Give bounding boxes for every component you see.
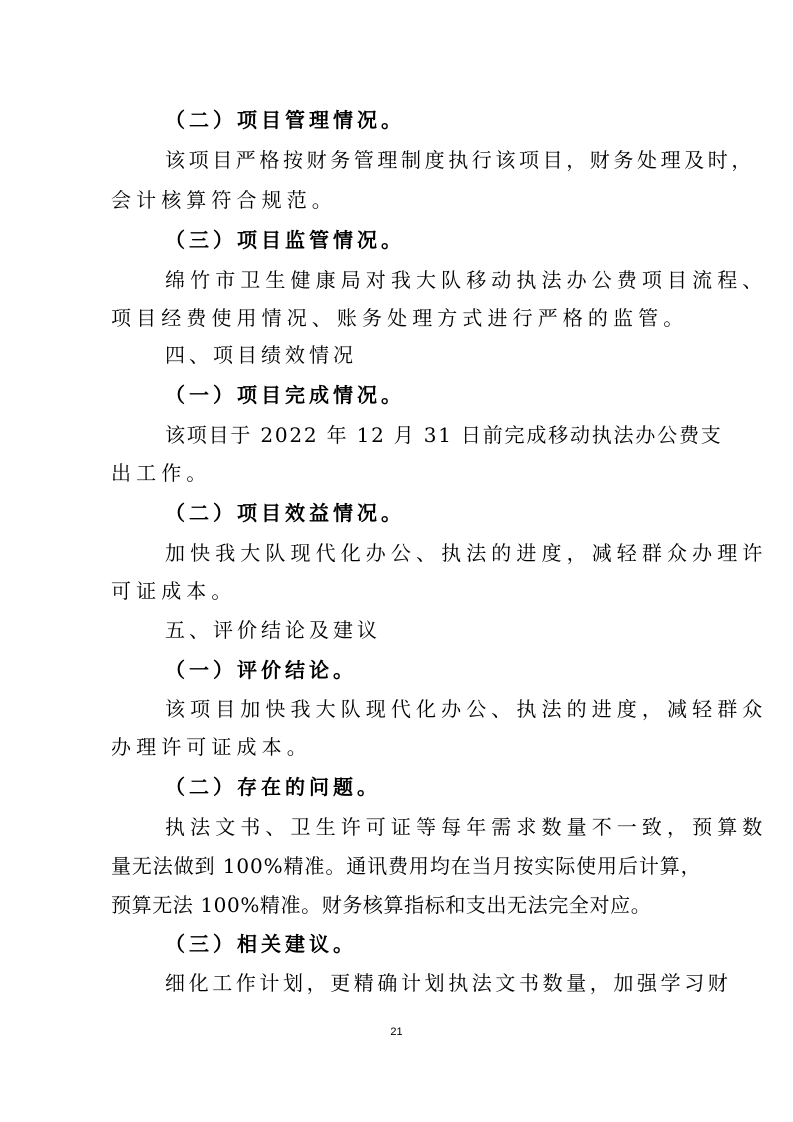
heading-project-completion: （一）项目完成情况。 bbox=[165, 383, 405, 407]
section-heading-conclusions: 五、评价结论及建议 bbox=[165, 618, 381, 642]
heading-project-benefits: （二）项目效益情况。 bbox=[165, 501, 405, 525]
section-heading-performance: 四、项目绩效情况 bbox=[165, 343, 357, 367]
paragraph-line: 该项目于 2022 年 12 月 31 日前完成移动执法办公费支 bbox=[165, 423, 723, 447]
heading-project-supervision: （三）项目监管情况。 bbox=[165, 228, 405, 252]
paragraph-line: 可证成本。 bbox=[111, 579, 237, 603]
heading-existing-problems: （二）存在的问题。 bbox=[165, 775, 381, 799]
paragraph-line: 会计核算符合规范。 bbox=[111, 188, 337, 212]
paragraph-line: 加快我大队现代化办公、执法的进度，减轻群众办理许 bbox=[165, 541, 768, 565]
heading-evaluation-conclusion: （一）评价结论。 bbox=[165, 658, 357, 682]
paragraph-line: 出工作。 bbox=[111, 461, 212, 485]
paragraph-line: 量无法做到 100%精准。通讯费用均在当月按实际使用后计算， bbox=[111, 854, 702, 878]
paragraph-line: 该项目严格按财务管理制度执行该项目，财务处理及时， bbox=[165, 148, 755, 172]
heading-related-suggestions: （三）相关建议。 bbox=[165, 932, 357, 956]
paragraph-line: 细化工作计划，更精确计划执法文书数量，加强学习财 bbox=[165, 971, 732, 995]
heading-project-management: （二）项目管理情况。 bbox=[165, 108, 405, 132]
paragraph-line: 执法文书、卫生许可证等每年需求数量不一致，预算数 bbox=[165, 815, 768, 839]
paragraph-line: 项目经费使用情况、账务处理方式进行严格的监管。 bbox=[111, 306, 689, 330]
paragraph-line: 预算无法 100%精准。财务核算指标和支出无法完全对应。 bbox=[111, 893, 652, 917]
paragraph-line: 办理许可证成本。 bbox=[111, 735, 312, 759]
paragraph-line: 该项目加快我大队现代化办公、执法的进度，减轻群众 bbox=[165, 697, 768, 721]
page-number: 21 bbox=[390, 1026, 403, 1038]
paragraph-line: 绵竹市卫生健康局对我大队移动执法办公费项目流程、 bbox=[165, 268, 768, 292]
